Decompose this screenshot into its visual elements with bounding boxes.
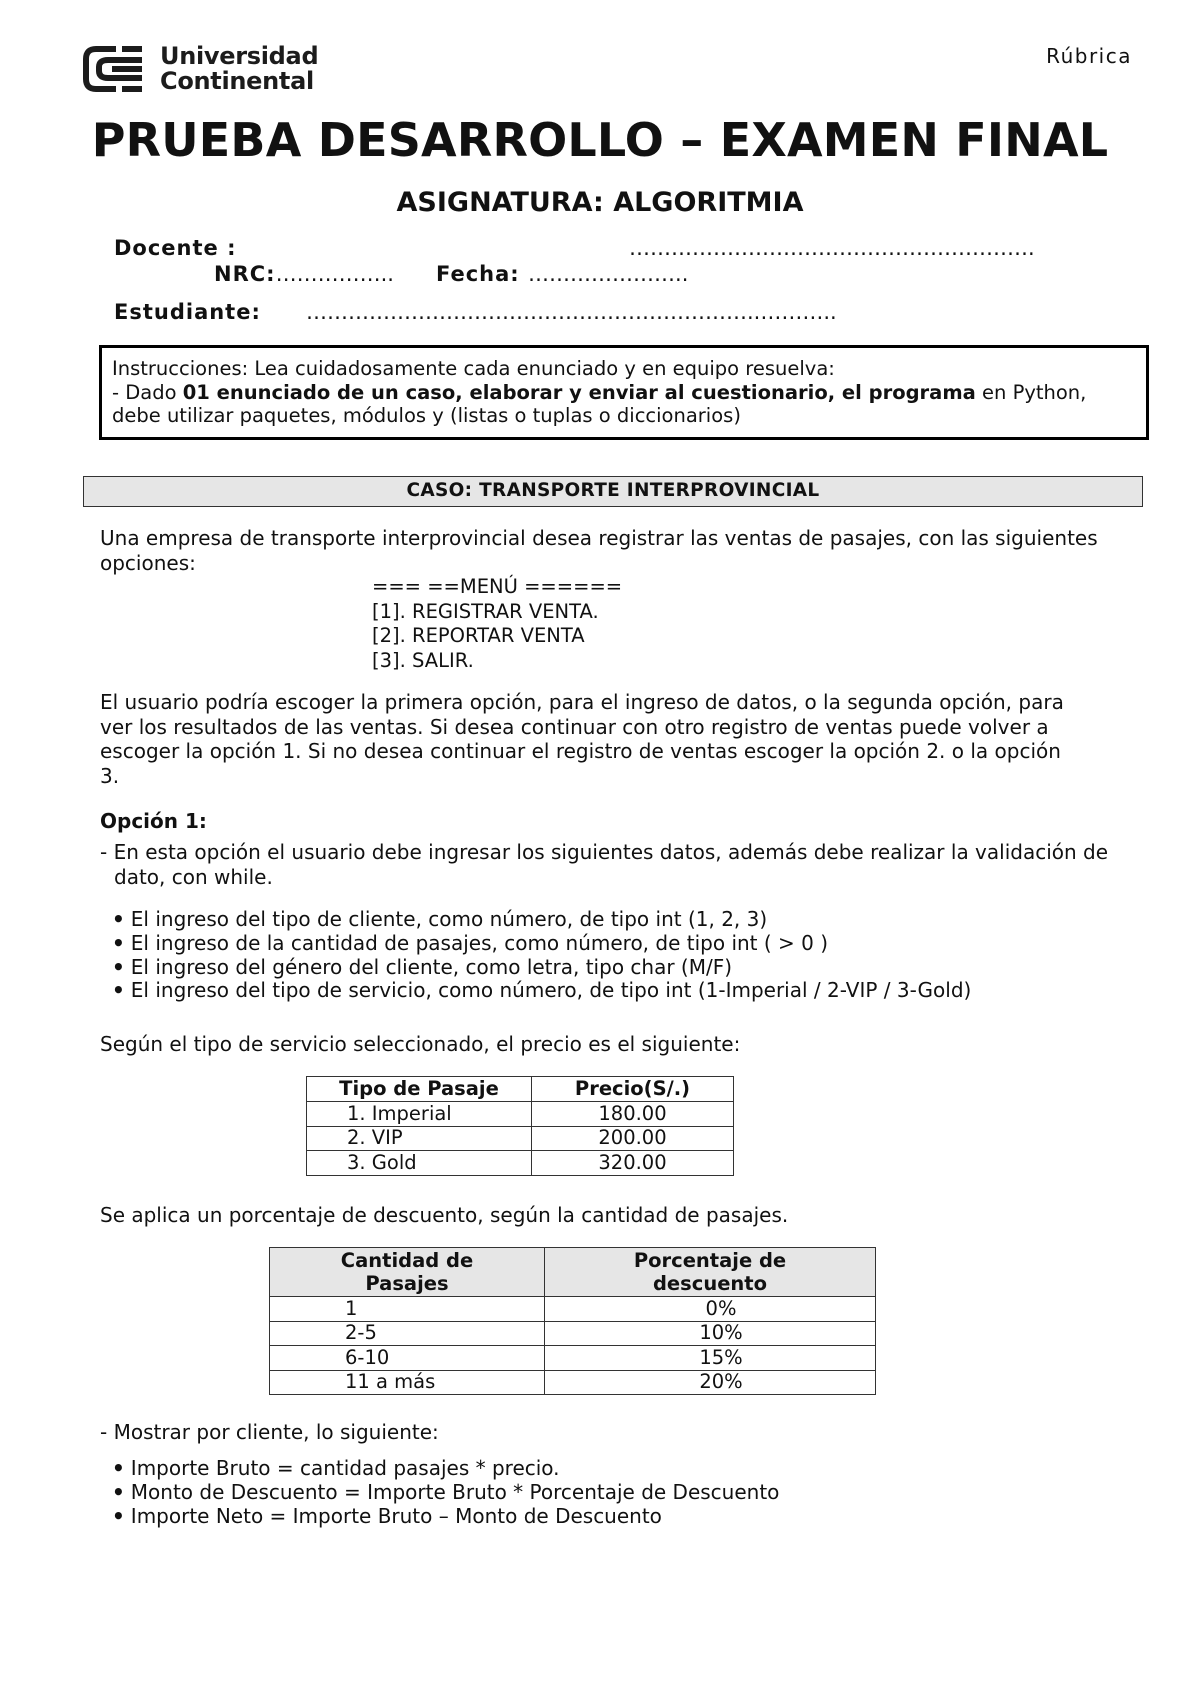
- fecha-field: [436, 262, 688, 286]
- table-row: [307, 1126, 734, 1151]
- instructions-prefix: - Dado: [112, 380, 183, 404]
- option1-desc-line-2: dato, con while.: [114, 864, 273, 889]
- table-header-row: [307, 1077, 734, 1102]
- table-header-cell: Precio(S/.): [532, 1077, 734, 1102]
- logo-line-2: Continental: [160, 67, 314, 95]
- docente-label: Docente :: [114, 236, 237, 260]
- table-cell: 2. VIP: [307, 1126, 532, 1151]
- list-item: • El ingreso del tipo de cliente, como número, de tipo int (1, 2, 3): [112, 908, 971, 932]
- page-title: PRUEBA DESARROLLO – EXAMEN FINAL: [91, 113, 1109, 167]
- header-text: Porcentaje de: [633, 1249, 787, 1272]
- list-item: • El ingreso del género del cliente, como letra, tipo char (M/F): [112, 956, 971, 980]
- option1-desc-line-1: - En esta opción el usuario debe ingresar los siguientes datos, además debe realizar la validación de: [100, 840, 1109, 864]
- table-row: [307, 1102, 734, 1127]
- instructions-line-3: debe utilizar paquetes, módulos y (listas o tuplas o diccionarios): [112, 404, 741, 427]
- option1-bullet-list: [112, 908, 971, 1003]
- table-cell: 6-10: [270, 1346, 545, 1371]
- fecha-label: Fecha:: [436, 262, 520, 286]
- table-cell: 200.00: [532, 1126, 734, 1151]
- option1-description: [100, 840, 1108, 889]
- table-row: [270, 1346, 876, 1371]
- show-bullet-list: [112, 1457, 779, 1528]
- instructions-bold: 01 enunciado de un caso, elaborar y enviar al cuestionario, el programa: [182, 380, 976, 404]
- table-cell: 11 a más: [270, 1370, 545, 1395]
- estudiante-blank: ………………………………………………………..………..: [306, 300, 837, 324]
- list-item: • Importe Bruto = cantidad pasajes * precio.: [112, 1457, 779, 1481]
- table-cell: 2-5: [270, 1321, 545, 1346]
- list-item: • El ingreso de la cantidad de pasajes, como número, de tipo int ( > 0 ): [112, 932, 971, 956]
- table-row: [270, 1370, 876, 1395]
- show-intro: - Mostrar por cliente, lo siguiente:: [100, 1420, 439, 1444]
- table-row: [307, 1151, 734, 1176]
- nrc-label: NRC:: [214, 262, 276, 286]
- header-text: Pasajes: [365, 1272, 449, 1295]
- table-cell: 0%: [545, 1297, 876, 1322]
- menu-item: [1]. REGISTRAR VENTA.: [372, 599, 599, 623]
- table-cell: 3. Gold: [307, 1151, 532, 1176]
- header-text: descuento: [652, 1272, 768, 1295]
- price-intro: Según el tipo de servicio seleccionado, el precio es el siguiente:: [100, 1032, 741, 1056]
- header-text: Cantidad de: [340, 1249, 474, 1272]
- intro-line-2: opciones:: [100, 550, 196, 575]
- menu-item: [2]. REPORTAR VENTA: [372, 624, 585, 647]
- nrc-field: [214, 262, 394, 286]
- usage-paragraph: [100, 690, 1064, 788]
- usage-line-2: ver los resultados de las ventas. Si desea continuar con otro registro de ventas puede volver a: [100, 714, 1049, 739]
- case-title: CASO: TRANSPORTE INTERPROVINCIAL: [83, 476, 1143, 507]
- table-header-cell: Tipo de Pasaje: [307, 1077, 532, 1102]
- table-header-cell: [545, 1248, 876, 1297]
- nrc-blank: ……………..: [275, 262, 394, 286]
- discount-intro: Se aplica un porcentaje de descuento, según la cantidad de pasajes.: [100, 1203, 789, 1227]
- instructions-line-1: Instrucciones: Lea cuidadosamente cada enunciado y en equipo resuelva:: [112, 357, 835, 380]
- table-cell: 15%: [545, 1346, 876, 1371]
- fecha-blank: …………………..: [528, 262, 689, 286]
- logo-mark-icon: [82, 45, 150, 93]
- instructions-suffix: en Python,: [975, 380, 1087, 404]
- rubrica-label: Rúbrica: [1046, 44, 1132, 68]
- university-logo: [82, 44, 318, 94]
- menu-block: [372, 575, 622, 673]
- usage-line-3: escoger la opción 1. Si no desea continuar el registro de ventas escoger la opción 2. o la opción: [100, 739, 1061, 763]
- table-cell: 10%: [545, 1321, 876, 1346]
- logo-wordmark: [160, 44, 318, 94]
- table-cell: 20%: [545, 1370, 876, 1395]
- table-cell: 180.00: [532, 1102, 734, 1127]
- menu-item: [3]. SALIR.: [372, 648, 474, 672]
- intro-paragraph: [100, 526, 1098, 575]
- list-item: • Monto de Descuento = Importe Bruto * Porcentaje de Descuento: [112, 1481, 779, 1505]
- option1-title: Opción 1:: [100, 809, 207, 833]
- usage-line-4: 3.: [100, 763, 120, 788]
- table-row: [270, 1321, 876, 1346]
- table-header-row: [270, 1248, 876, 1297]
- price-table: [306, 1076, 734, 1176]
- usage-line-1: El usuario podría escoger la primera opción, para el ingreso de datos, o la segunda opción, para: [100, 690, 1064, 714]
- list-item: • Importe Neto = Importe Bruto – Monto de Descuento: [112, 1505, 779, 1529]
- logo-line-1: Universidad: [160, 42, 319, 70]
- intro-line-1: Una empresa de transporte interprovincial desea registrar las ventas de pasajes, con las siguientes: [100, 526, 1098, 550]
- estudiante-label: Estudiante:: [114, 300, 261, 324]
- page-subtitle: ASIGNATURA: ALGORITMIA: [396, 187, 804, 218]
- discount-table: [269, 1247, 876, 1395]
- menu-header: === ==MENÚ ======: [372, 575, 623, 598]
- table-cell: 320.00: [532, 1151, 734, 1176]
- table-cell: 1. Imperial: [307, 1102, 532, 1127]
- docente-blank: ………………………………………………….: [629, 236, 1035, 260]
- instructions-line-2: [112, 381, 1136, 405]
- table-cell: 1: [270, 1297, 545, 1322]
- instructions-box: [99, 345, 1149, 440]
- table-row: [270, 1297, 876, 1322]
- list-item: • El ingreso del tipo de servicio, como número, de tipo int (1-Imperial / 2-VIP / 3-Gold): [112, 979, 971, 1003]
- table-header-cell: [270, 1248, 545, 1297]
